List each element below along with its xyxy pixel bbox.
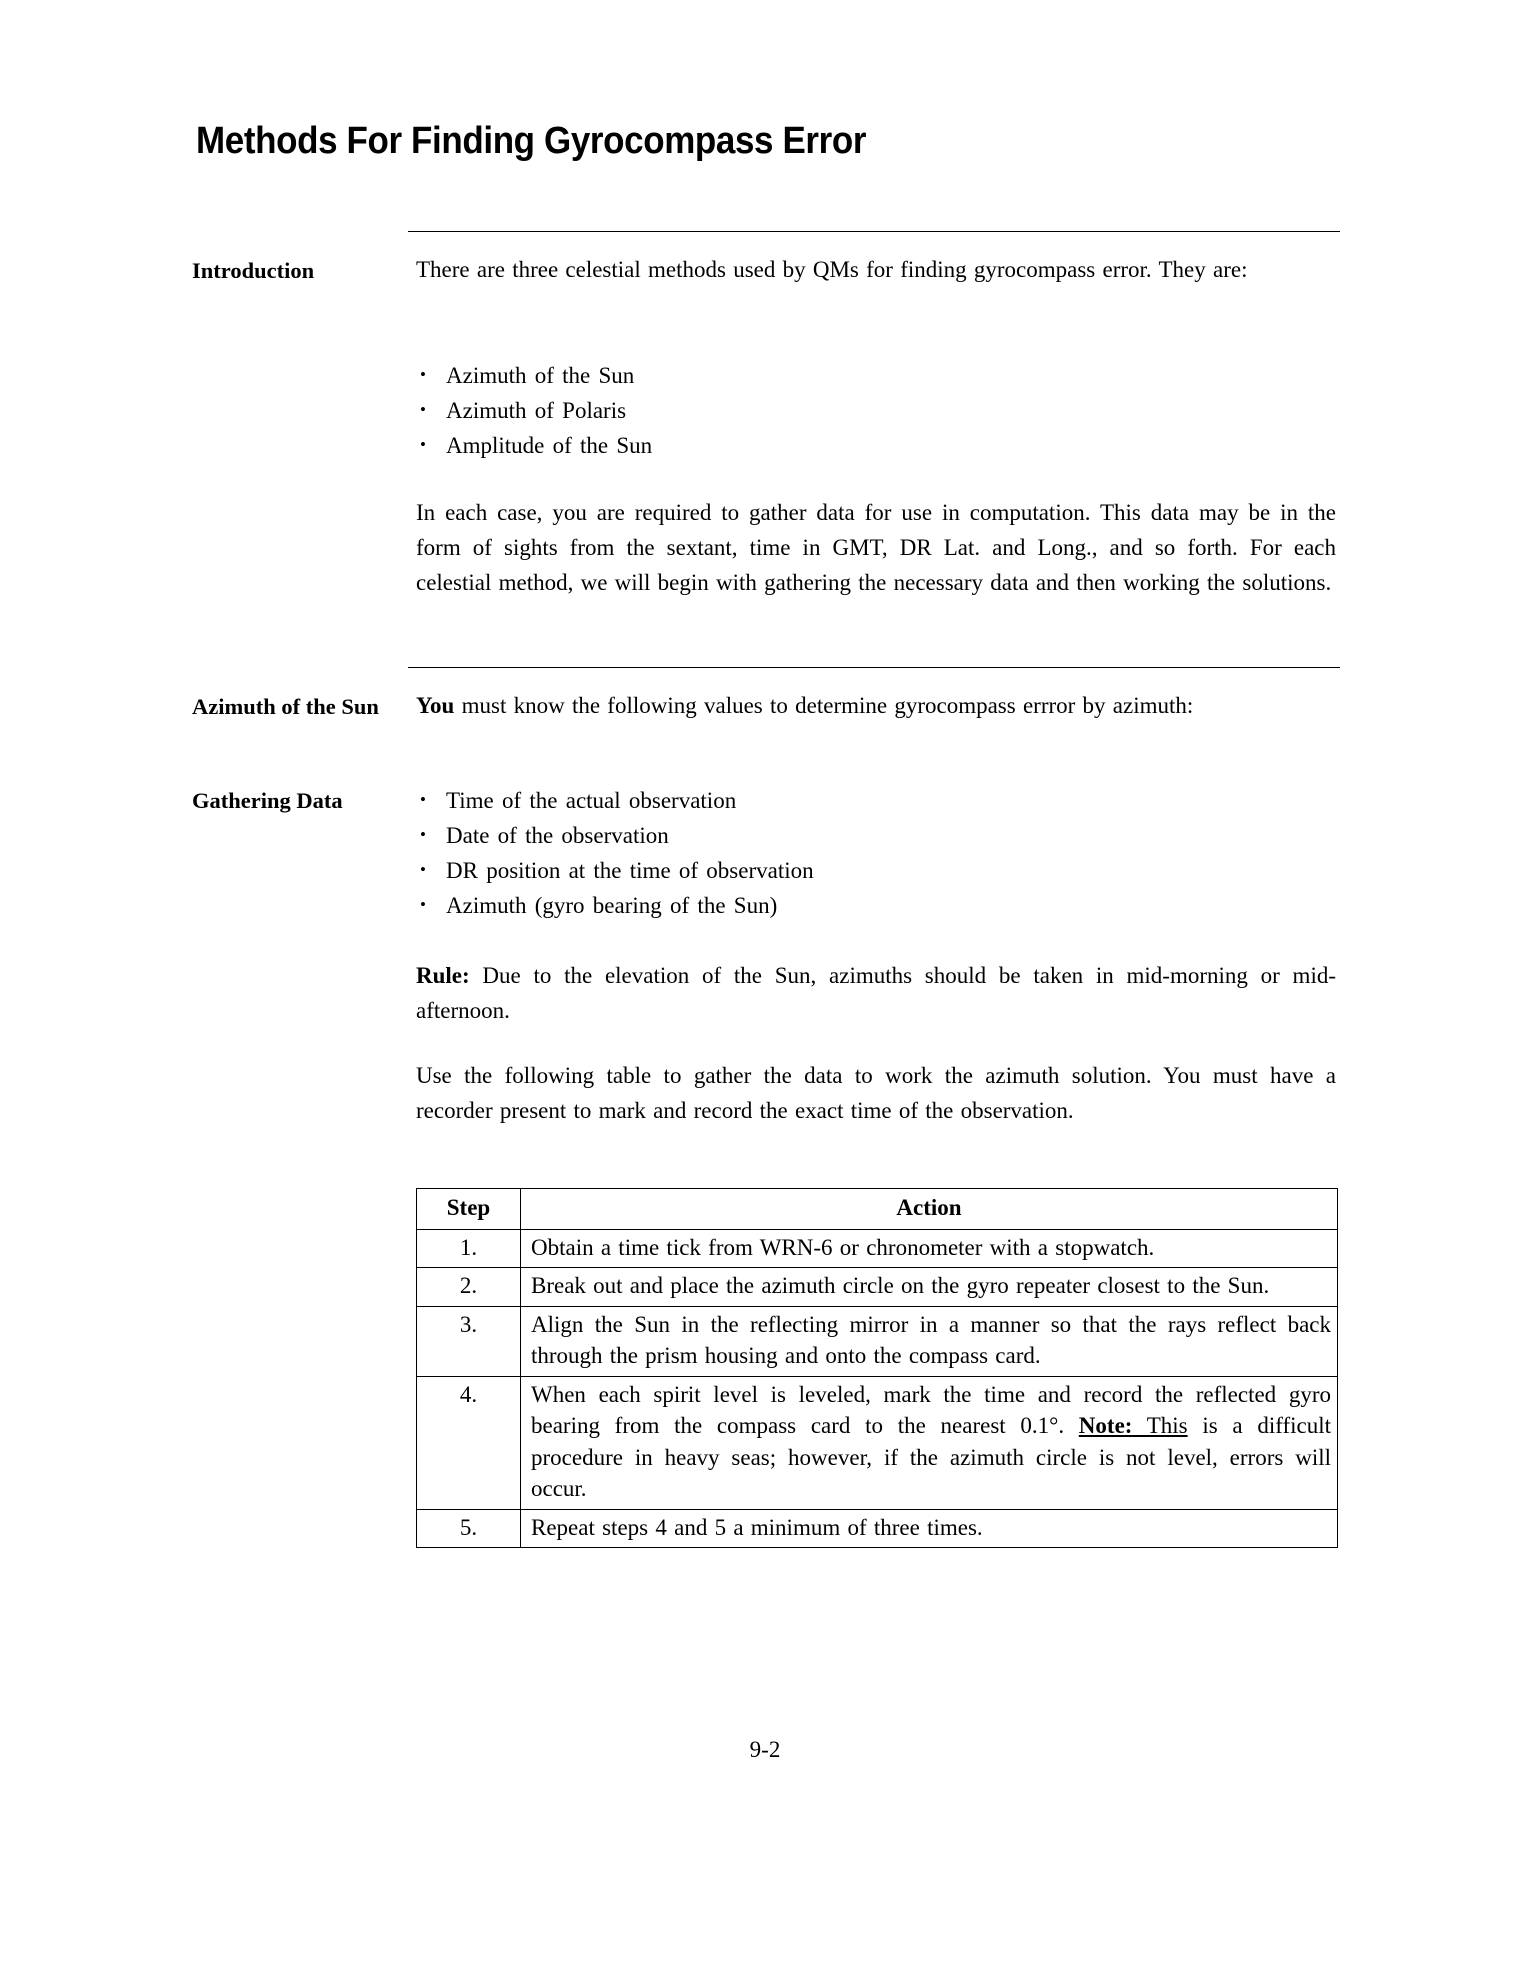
list-item: • Azimuth (gyro bearing of the Sun) [416,888,1336,923]
table-row [417,1306,1338,1376]
azimuth-lead-emphasis: You [416,693,455,718]
action-text-part-1: When each spirit level is leveled, mark the time and record the reflected gyro bearing from the compass card to the nearest 0.1°. [531,1381,1331,1438]
page-title: Methods For Finding Gyrocompass Error [196,120,867,162]
table-row [417,1229,1338,1268]
cell-step-number: 1. [417,1229,521,1268]
azimuth-lead-text: must know the following values to determine gyrocompass errror by azimuth: [454,693,1194,718]
rule-paragraph [416,958,1336,1028]
introduction-paragraph-1: There are three celestial methods used by QMs for finding gyrocompass error. They are: [416,257,1248,282]
cell-action-text [521,1376,1338,1509]
cell-step-number: 2. [417,1268,521,1307]
introduction-paragraph-2: In each case, you are required to gather data for use in computation. This data may be in the form of sights from the sextant, time in GMT, DR Lat. and Long., and so forth. For each celestial method, we will begin with gathering the necessary data and then working the solutions. [416,500,1336,595]
celestial-methods-list [416,358,1336,463]
cell-step-number: 5. [417,1509,521,1548]
section-divider-introduction [408,231,1340,232]
table-row [417,1268,1338,1307]
cell-action-text: Align the Sun in the reflecting mirror in a manner so that the rays reflect back through the prism housing and onto the compass card. [521,1306,1338,1376]
list-item: • Date of the observation [416,818,1336,853]
column-header-action: Action [521,1189,1338,1230]
rule-keyword: Rule: [416,963,470,988]
rule-text: Due to the elevation of the Sun, azimuths should be taken in mid-morning or mid-afternoon. [416,963,1336,1023]
section-label-introduction: Introduction [192,258,315,283]
list-item: • Azimuth of Polaris [416,393,1336,428]
cell-step-number: 3. [417,1306,521,1376]
list-item: • DR position at the time of observation [416,853,1336,888]
cell-action-text: Obtain a time tick from WRN-6 or chronometer with a stopwatch. [521,1229,1338,1268]
cell-action-text: Break out and place the azimuth circle on the gyro repeater closest to the Sun. [521,1268,1338,1307]
action-text-part-2: is a difficult procedure in heavy seas; however, if the azimuth circle is not level, errors will occur. [531,1413,1331,1501]
list-item: • Time of the actual observation [416,783,1336,818]
table-row [417,1509,1338,1548]
azimuth-lead-paragraph [416,688,1336,723]
list-item: • Amplitude of the Sun [416,428,1336,463]
page-number: 9-2 [749,1737,781,1762]
section-label-gathering-data: Gathering Data [192,788,343,813]
list-item: • Azimuth of the Sun [416,358,1336,393]
steps-action-table [416,1188,1338,1548]
table-row [417,1376,1338,1509]
column-header-step: Step [417,1189,521,1230]
section-divider-azimuth [408,667,1340,668]
note-subject: This [1132,1413,1188,1438]
use-table-paragraph: Use the following table to gather the data to work the azimuth solution. You must have a recorder present to mark and record the exact time of the observation. [416,1063,1336,1123]
cell-action-text: Repeat steps 4 and 5 a minimum of three times. [521,1509,1338,1548]
section-label-azimuth-of-the-sun: Azimuth of the Sun [192,694,379,719]
cell-step-number: 4. [417,1376,521,1509]
note-label: Note: [1078,1413,1133,1438]
gathering-data-list [416,783,1336,923]
table-header-row [417,1189,1338,1230]
